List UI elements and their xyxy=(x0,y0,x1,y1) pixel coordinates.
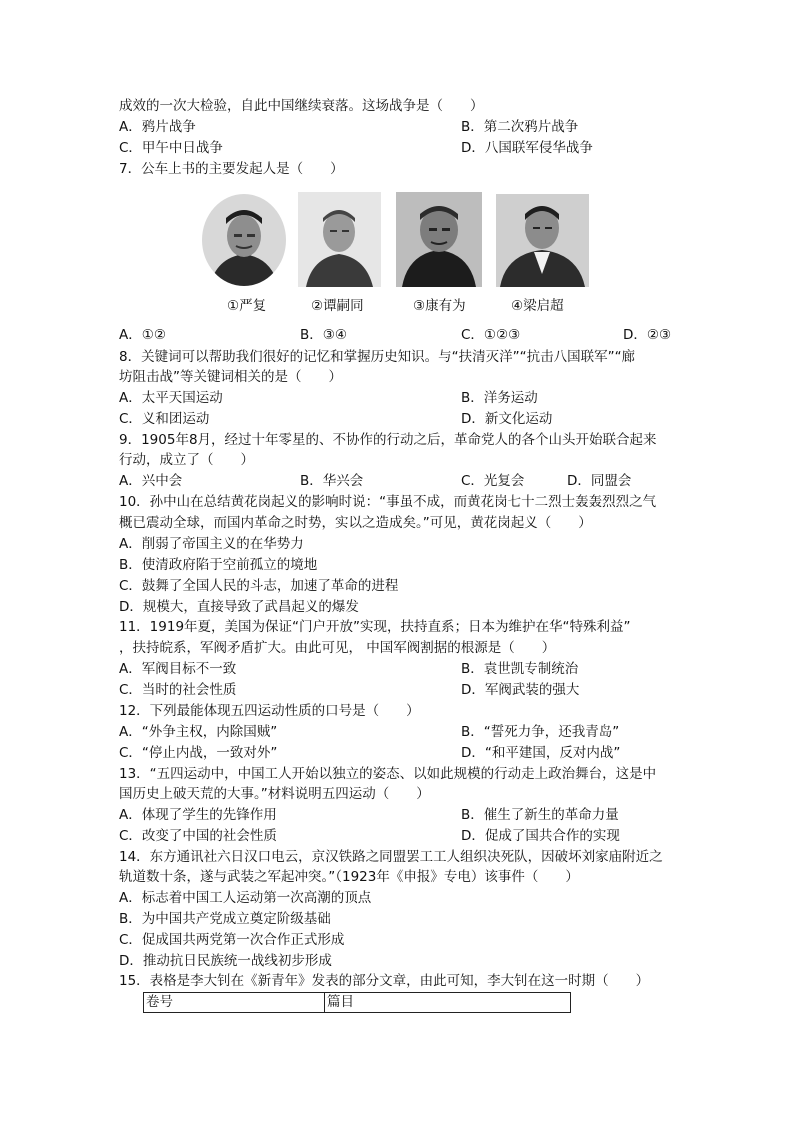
q13-stem-line2: 国历史上破天荒的大事。”材料说明五四运动（ ） xyxy=(119,786,430,802)
q8-option-a: A．太平天国运动 xyxy=(119,390,223,406)
q6-option-b: B．第二次鸦片战争 xyxy=(461,119,579,135)
table-header-title: 篇目 xyxy=(325,993,571,1013)
q7-stem: 7．公车上书的主要发起人是（ ） xyxy=(119,161,344,177)
table-header-row xyxy=(144,993,571,1013)
portrait-tan-sitong xyxy=(298,192,381,287)
q12-option-b: B．“誓死力争，还我青岛” xyxy=(461,724,620,740)
q6-stem-tail: 成效的一次大检验，自此中国继续衰落。这场战争是（ ） xyxy=(119,98,484,114)
q13-option-b: B．催生了新生的革命力量 xyxy=(461,807,619,823)
q13-option-d: D．促成了国共合作的实现 xyxy=(461,828,620,844)
q14-option-d: D．推动抗日民族统一战线初步形成 xyxy=(119,953,332,969)
q15-table xyxy=(143,992,571,1013)
q10-option-c: C．鼓舞了全国人民的斗志，加速了革命的进程 xyxy=(119,578,399,594)
caption-liang-qichao: ④梁启超 xyxy=(511,298,564,314)
q14-stem-line2: 轨道数十条，遂与武装之军起冲突。”（1923年《申报》专电）该事件（ ） xyxy=(119,869,579,885)
q11-option-a: A．军阀目标不一致 xyxy=(119,661,237,677)
q14-stem-line1: 14．东方通讯社六日汉口电云，京汉铁路之同盟罢工工人组织决死队，因破坏刘家庙附近之 xyxy=(119,849,663,865)
q13-option-a: A．体现了学生的先锋作用 xyxy=(119,807,277,823)
q7-option-c: C．①②③ xyxy=(461,327,521,343)
q8-option-c: C．义和团运动 xyxy=(119,411,210,427)
caption-kang-youwei: ③康有为 xyxy=(413,298,466,314)
q11-option-b: B．袁世凯专制统治 xyxy=(461,661,579,677)
portrait-yan-fu xyxy=(202,194,286,286)
q14-option-c: C．促成国共两党第一次合作正式形成 xyxy=(119,932,345,948)
q8-stem-line1: 8．关键词可以帮助我们很好的记忆和掌握历史知识。与“扶清灭洋”“抗击八国联军”“廊 xyxy=(119,349,636,365)
q6-option-a: A．鸦片战争 xyxy=(119,119,196,135)
q7-option-a: A．①② xyxy=(119,327,166,343)
q10-option-b: B．使清政府陷于空前孤立的境地 xyxy=(119,557,318,573)
q9-stem-line2: 行动，成立了（ ） xyxy=(119,452,254,468)
q14-option-b: B．为中国共产党成立奠定阶级基础 xyxy=(119,911,331,927)
q6-option-d: D．八国联军侵华战争 xyxy=(461,140,593,156)
q11-stem-line1: 11．1919年夏，美国为保证“门户开放”实现，扶持直系；日本为维护在华“特殊利益” xyxy=(119,619,631,635)
caption-tan-sitong: ②谭嗣同 xyxy=(311,298,364,314)
q11-option-d: D．军阀武装的强大 xyxy=(461,682,580,698)
q9-stem-line1: 9．1905年8月，经过十年零星的、不协作的行动之后，革命党人的各个山头开始联合起来 xyxy=(119,432,657,448)
q10-stem-line2: 概已震动全球，而国内革命之时势，实以之造成矣。”可见，黄花岗起义（ ） xyxy=(119,515,592,531)
q7-option-d: D．②③ xyxy=(623,327,672,343)
q9-option-b: B．华兴会 xyxy=(300,473,364,489)
q10-option-d: D．规模大，直接导致了武昌起义的爆发 xyxy=(119,599,359,615)
q9-option-c: C．光复会 xyxy=(461,473,525,489)
q13-stem-line1: 13．“五四运动中，中国工人开始以独立的姿态、以如此规模的行动走上政治舞台，这是中 xyxy=(119,766,657,782)
q10-option-a: A．削弱了帝国主义的在华势力 xyxy=(119,536,304,552)
portrait-kang-youwei xyxy=(396,192,482,287)
caption-yan-fu: ①严复 xyxy=(227,298,267,314)
q6-option-c: C．甲午中日战争 xyxy=(119,140,223,156)
q12-stem: 12．下列最能体现五四运动性质的口号是（ ） xyxy=(119,703,420,719)
q8-option-b: B．洋务运动 xyxy=(461,390,538,406)
portrait-liang-qichao xyxy=(496,194,589,287)
q8-stem-line2: 坊阻击战”等关键词相关的是（ ） xyxy=(119,369,342,385)
q13-option-c: C．改变了中国的社会性质 xyxy=(119,828,277,844)
q12-option-d: D．“和平建国，反对内战” xyxy=(461,745,621,761)
q8-option-d: D．新文化运动 xyxy=(461,411,553,427)
q11-option-c: C．当时的社会性质 xyxy=(119,682,237,698)
q11-stem-line2: ，扶持皖系，军阀矛盾扩大。由此可见， 中国军阀割据的根源是（ ） xyxy=(119,640,556,656)
q12-option-c: C．“停止内战，一致对外” xyxy=(119,745,278,761)
q15-stem: 15．表格是李大钊在《新青年》发表的部分文章，由此可知，李大钊在这一时期（ ） xyxy=(119,973,650,989)
q10-stem-line1: 10．孙中山在总结黄花岗起义的影响时说：“事虽不成，而黄花岗七十二烈士轰轰烈烈之气 xyxy=(119,494,657,510)
q12-option-a: A．“外争主权，内除国贼” xyxy=(119,724,278,740)
q9-option-a: A．兴中会 xyxy=(119,473,183,489)
table-header-volume: 卷号 xyxy=(144,993,325,1013)
q7-option-b: B．③④ xyxy=(300,327,347,343)
q9-option-d: D．同盟会 xyxy=(567,473,632,489)
q14-option-a: A．标志着中国工人运动第一次高潮的顶点 xyxy=(119,890,372,906)
